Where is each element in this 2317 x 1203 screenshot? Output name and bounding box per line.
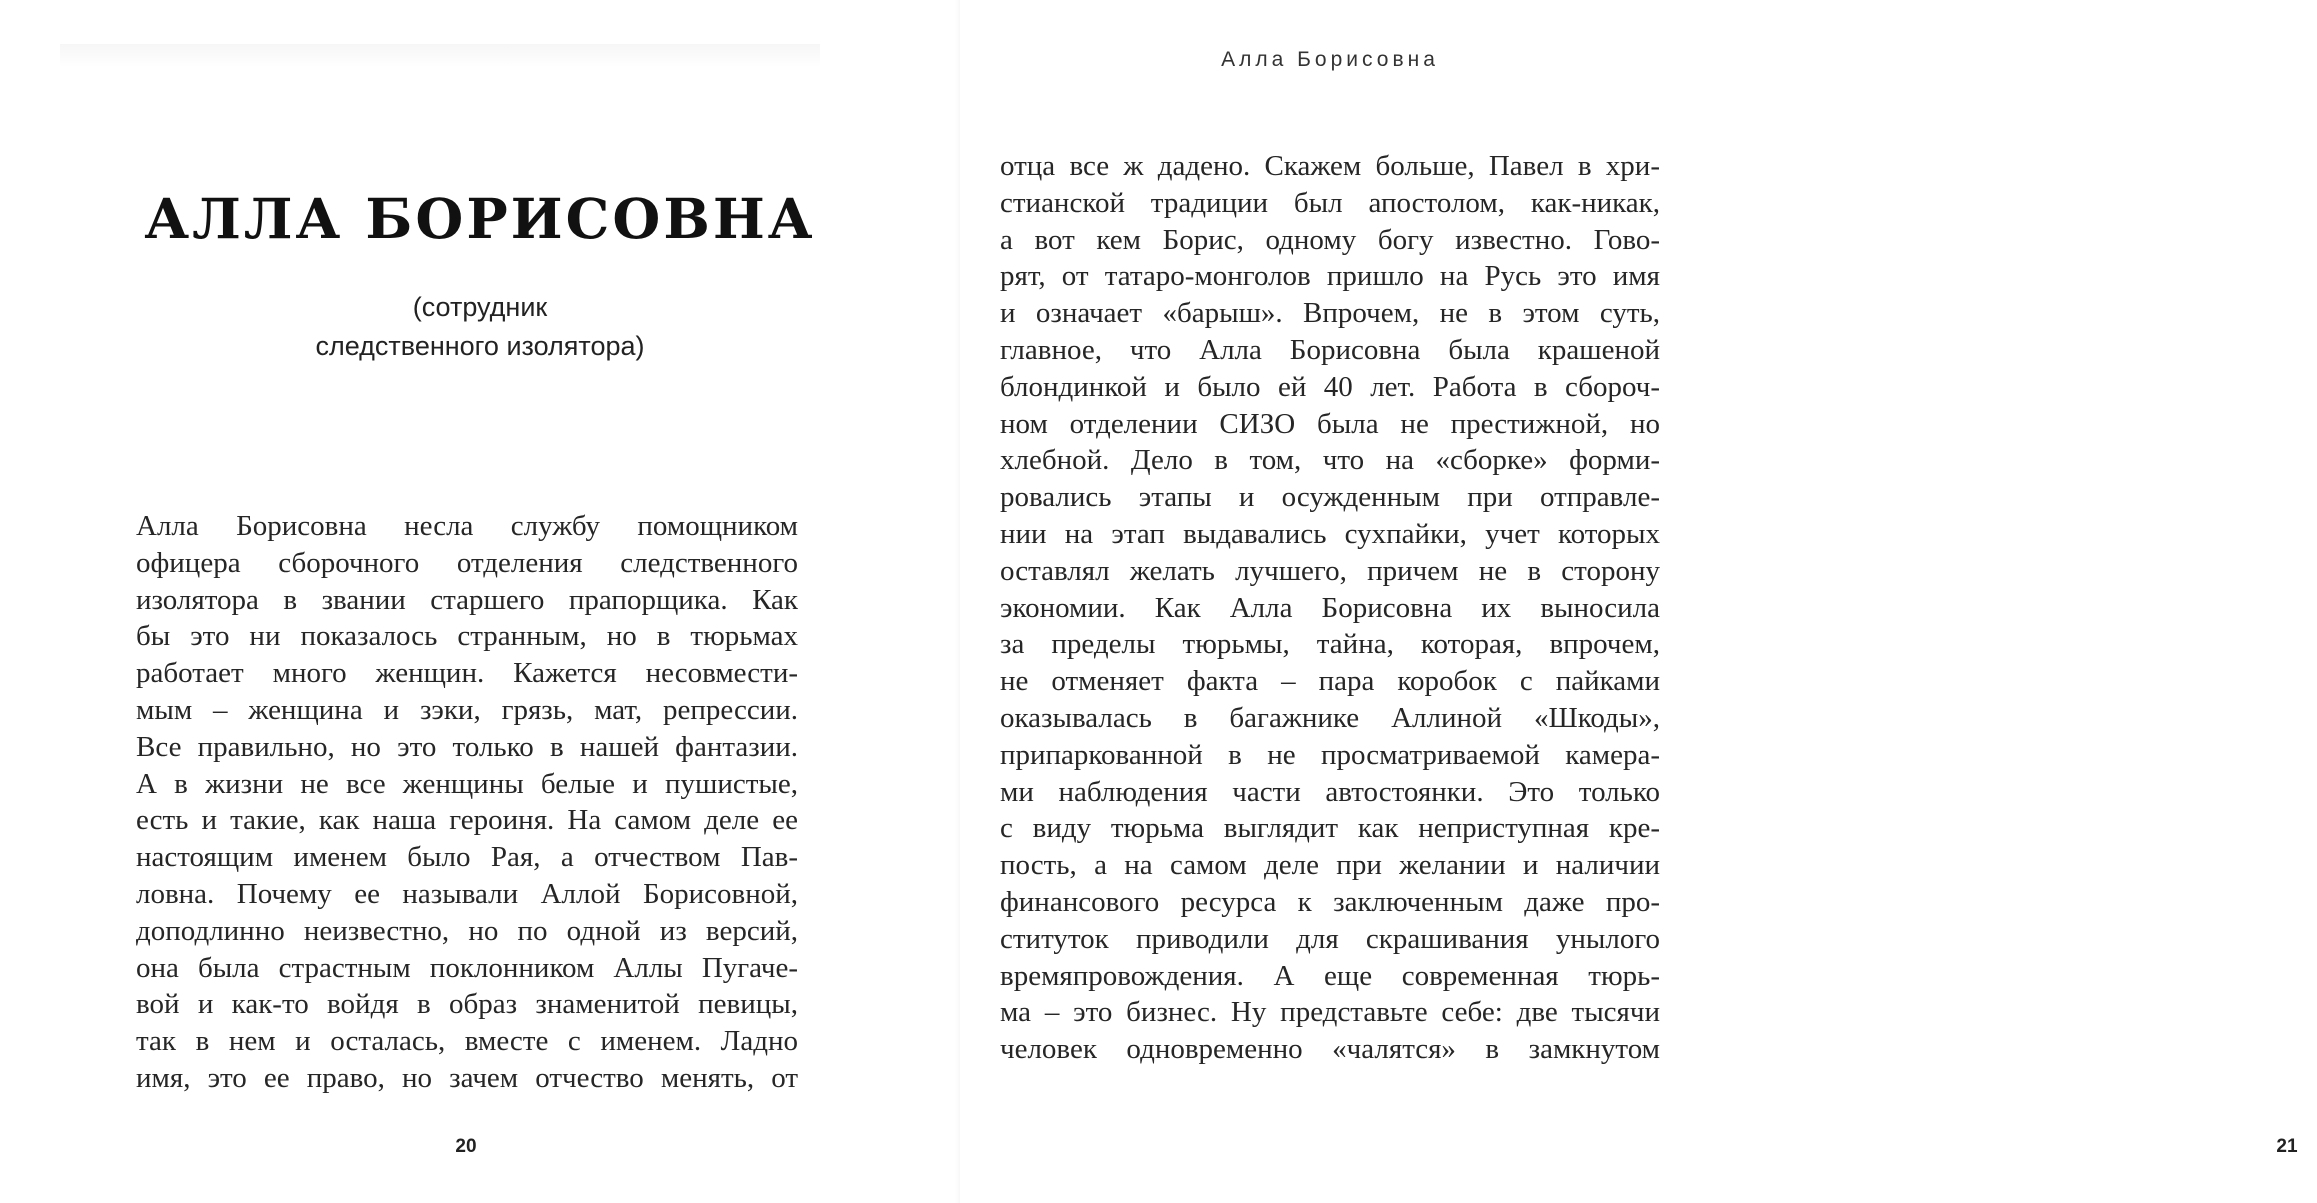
- left-body-text: [136, 508, 798, 1097]
- text-line: так в нем и осталась, вместе с именем. Ладно: [136, 1025, 798, 1058]
- text-line: доподлинно неизвестно, но по одной из версий,: [136, 914, 798, 947]
- text-line: вой и как-то войдя в образ знаменитой певицы,: [136, 988, 798, 1021]
- text-line: и означает «барыш». Впрочем, не в этом суть,: [1000, 297, 1660, 330]
- text-line: не отменяет факта – пара коробок с пайками: [1000, 665, 1660, 698]
- text-line: оставлял желать лучшего, причем не в сторону: [1000, 554, 1660, 587]
- running-head: Алла Борисовна: [1221, 48, 1439, 71]
- text-line: А в жизни не все женщины белые и пушистые,: [136, 767, 798, 800]
- text-line: финансового ресурса к заключенным даже про-: [1000, 885, 1660, 918]
- text-line: Алла Борисовна несла службу помощником: [136, 510, 798, 542]
- text-line: отца все ж дадено. Скажем больше, Павел в хри-: [1000, 150, 1660, 182]
- subtitle-line: (сотрудник: [412, 292, 548, 322]
- page-number-right: 21: [2276, 1136, 2298, 1157]
- text-line: времяпровождения. А еще современная тюрь-: [1000, 959, 1660, 992]
- text-line: офицера сборочного отделения следственного: [136, 546, 798, 579]
- text-line: Все правильно, но это только в нашей фантазии.: [136, 730, 798, 763]
- text-line: с виду тюрьма выглядит как неприступная кре-: [1000, 812, 1660, 845]
- chapter-subtitle: [0, 288, 960, 366]
- text-line: изолятора в звании старшего прапорщика. Как: [136, 583, 798, 616]
- text-line: ровались этапы и осужденным при отправле-: [1000, 481, 1660, 514]
- subtitle-line: следственного изолятора): [315, 331, 645, 361]
- text-line: ми наблюдения части автостоянки. Это только: [1000, 775, 1660, 808]
- text-line: ма – это бизнес. Ну представьте себе: две тысячи: [1000, 996, 1660, 1029]
- left-page: [0, 0, 960, 1203]
- text-line: пость, а на самом деле при желании и наличии: [1000, 849, 1660, 882]
- right-body-text: [1000, 148, 1660, 1068]
- text-line: стианской традиции был апостолом, как-никак,: [1000, 186, 1660, 219]
- text-line: нии на этап выдавались сухпайки, учет которых: [1000, 517, 1660, 550]
- text-line: имя, это ее право, но зачем отчество менять, от: [136, 1061, 798, 1094]
- text-line: работает много женщин. Кажется несовмести-: [136, 657, 798, 690]
- text-line: есть и такие, как наша героиня. На самом деле ее: [136, 804, 798, 837]
- text-line: она была страстным поклонником Аллы Пугаче-: [136, 951, 798, 984]
- text-line: припаркованной в не просматриваемой камера-: [1000, 738, 1660, 771]
- text-line: рят, от татаро-монголов пришло на Русь это имя: [1000, 260, 1660, 293]
- text-line: а вот кем Борис, одному богу известно. Гово-: [1000, 223, 1660, 256]
- text-line: главное, что Алла Борисовна была крашеной: [1000, 333, 1660, 366]
- text-line: блондинкой и было ей 40 лет. Работа в сбороч-: [1000, 370, 1660, 403]
- chapter-title: АЛЛА БОРИСОВНА: [144, 186, 816, 251]
- text-line: экономии. Как Алла Борисовна их выносила: [1000, 591, 1660, 624]
- text-line: ловна. Почему ее называли Аллой Борисовной,: [136, 877, 798, 910]
- text-line: ституток приводили для скрашивания унылого: [1000, 922, 1660, 955]
- text-line: человек одновременно «чалятся» в замкнутом: [1000, 1033, 1660, 1066]
- text-line: бы это ни показалось странным, но в тюрьмах: [136, 620, 798, 653]
- text-line: ном отделении СИЗО была не престижной, но: [1000, 407, 1660, 440]
- page-edge-shadow: [60, 44, 820, 68]
- text-line: мым – женщина и зэки, грязь, мат, репрессии.: [136, 693, 798, 726]
- text-line: оказывалась в багажнике Аллиной «Шкоды»,: [1000, 701, 1660, 734]
- page-number-left: 20: [455, 1136, 477, 1157]
- text-line: за пределы тюрьмы, тайна, которая, впрочем,: [1000, 628, 1660, 661]
- text-line: хлебной. Дело в том, что на «сборке» форми-: [1000, 444, 1660, 477]
- text-line: настоящим именем было Рая, а отчеством Пав-: [136, 841, 798, 874]
